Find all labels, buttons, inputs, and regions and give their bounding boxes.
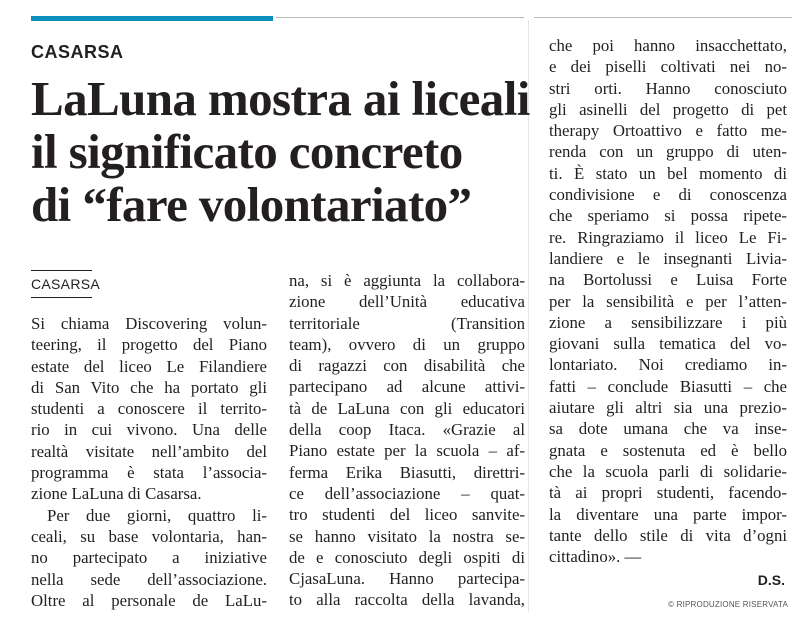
text-line: aiutare gli altri sia una prezio-: [549, 398, 787, 418]
article-column-2: [289, 270, 525, 611]
copyright-notice: © RIPRODUZIONE RISERVATA: [668, 600, 788, 609]
text-line: lontariato. Noi crediamo in-: [549, 355, 787, 375]
top-rule: [276, 17, 524, 18]
text-line: di San Vito che ha portato gli: [31, 377, 267, 397]
headline: [31, 72, 531, 231]
text-line: giovani sulla tematica del vo-: [549, 334, 787, 354]
text-line: CjasaLuna. Hanno partecipa-: [289, 569, 525, 589]
text-line: therapy Ortoattivo e fatto me-: [549, 121, 787, 141]
text-line: Si chiama Discovering volun-: [31, 314, 267, 333]
text-line: gli asinelli del progetto di pet: [549, 99, 787, 119]
byline: CASARSA: [31, 276, 101, 292]
text-line: territoriale (Transition: [289, 313, 525, 333]
text-line: fatti – conclude Biasutti – che: [549, 376, 787, 396]
text-line: na Bortolussi e Luisa Forte: [549, 270, 787, 290]
text-line: realtà visitate nell’ambito del: [31, 441, 267, 461]
article-column-1: [31, 313, 267, 611]
text-line: zione LaLuna di Casarsa.: [31, 484, 202, 504]
text-line: studenti a conoscere il territo-: [31, 399, 267, 419]
text-line: Per due giorni, quattro li-: [47, 505, 267, 525]
text-line: ti. È stato un bel momento di: [549, 163, 787, 183]
text-line: che speriamo si possa ripete-: [549, 206, 787, 226]
text-line: tà ai propri studenti, facendo-: [549, 483, 787, 503]
text-line: tà de LaLuna con gli educatori: [289, 398, 525, 418]
text-line: partecipano ad alcune attivi-: [289, 377, 525, 397]
text-line: se hanno visitato la nostra se-: [289, 526, 525, 546]
text-line: cittadino». —: [549, 547, 642, 567]
text-line: sa dote umana che va inse-: [549, 419, 787, 439]
text-line: tante dello stile di vita d’ogni: [549, 525, 787, 545]
text-line: de e conosciuto degli ospiti di: [289, 547, 525, 567]
text-line: na, si è aggiunta la collabora-: [289, 271, 525, 290]
text-line: rio in cui vivono. Una delle: [31, 420, 267, 440]
text-line: per la sensibilità e per l’atten-: [549, 291, 787, 311]
text-line: no partecipato a iniziative: [31, 548, 267, 568]
text-line: Piano estate per la scuola – af-: [289, 441, 525, 461]
text-line: stri orti. Hanno conosciuto: [549, 78, 787, 98]
text-line: ce dell’associazione – quat-: [289, 483, 525, 503]
text-line: di ragazzi con disabilità che: [289, 356, 525, 376]
byline-rule: [31, 297, 92, 298]
text-line: landiere e le insegnanti Livia-: [549, 248, 787, 268]
text-line: programma è stata l’associa-: [31, 463, 267, 483]
text-line: estate del liceo Le Filandiere: [31, 356, 267, 376]
byline-rule: [31, 270, 92, 271]
text-line: della coop Itaca. «Grazie al: [289, 420, 525, 440]
text-line: la diventare una parte impor-: [549, 504, 787, 524]
text-line: ferma Erika Biasutti, direttri-: [289, 462, 525, 482]
text-line: ceali, su base volontaria, han-: [31, 526, 267, 546]
text-line: gnata e sostenuta ed è bello: [549, 440, 787, 460]
text-line: Oltre al personale de LaLu-: [31, 590, 267, 610]
section-label: CASARSA: [31, 42, 124, 62]
section-accent-bar: [31, 16, 273, 21]
article-column-3: [549, 35, 787, 567]
text-line: che poi hanno insacchettato,: [549, 36, 787, 55]
text-line: zione a sensibilizzare i più: [549, 312, 787, 332]
text-line: re. Ringraziamo il liceo Le Fi-: [549, 227, 787, 247]
headline-line: LaLuna mostra ai liceali: [31, 71, 530, 126]
text-line: tro studenti del liceo sanvite-: [289, 505, 525, 525]
text-line: condivisione e di conoscenza: [549, 185, 787, 205]
text-line: to alla raccolta della lavanda,: [289, 590, 525, 610]
text-line: zione dell’Unità educativa: [289, 292, 525, 312]
top-rule: [534, 17, 792, 18]
author-signature: D.S.: [757, 572, 785, 588]
headline-line: di “fare volontariato”: [31, 177, 472, 232]
text-line: renda con un gruppo di uten-: [549, 142, 787, 162]
text-line: teering, il progetto del Piano: [31, 335, 267, 355]
text-line: nella sede dell’associazione.: [31, 569, 267, 589]
text-line: team), ovvero di un gruppo: [289, 334, 525, 354]
text-line: che la scuola parli di solidarie-: [549, 461, 787, 481]
headline-line: il significato concreto: [31, 124, 463, 179]
text-line: e dei piselli coltivati nei no-: [549, 57, 787, 77]
